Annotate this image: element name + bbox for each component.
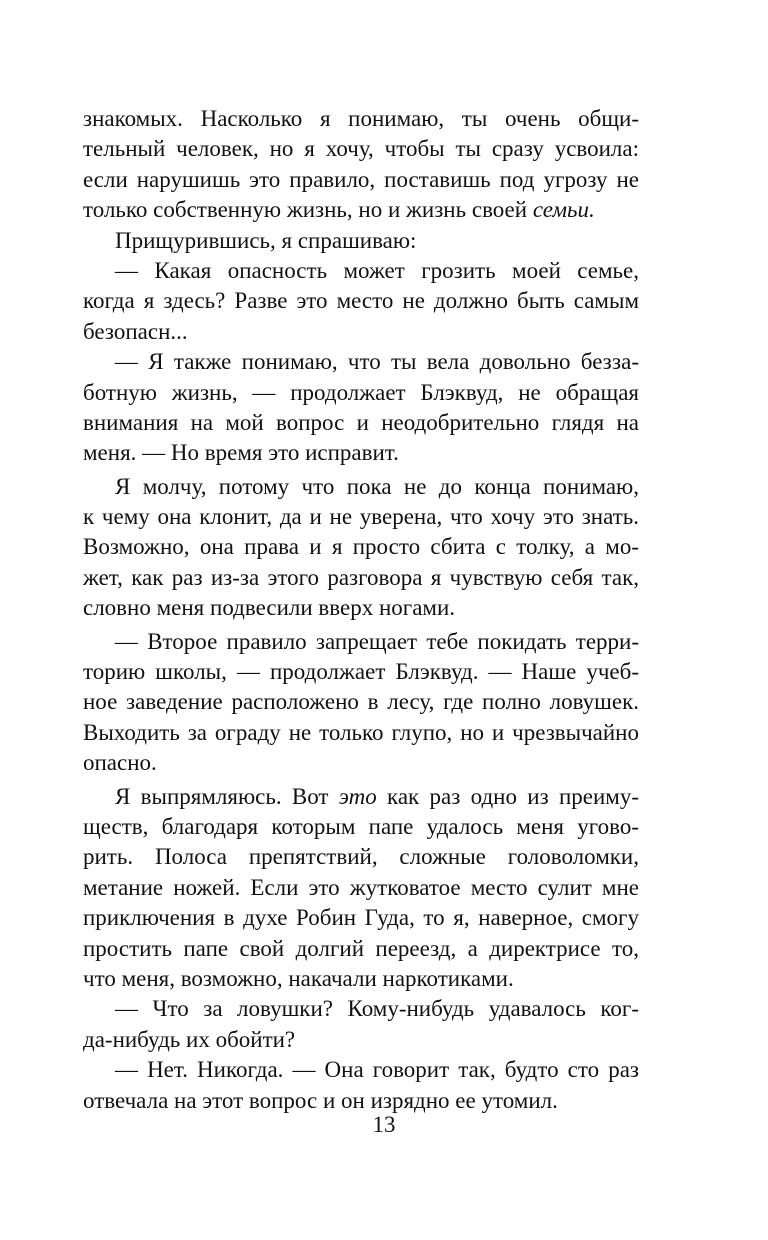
text-line: только собственную жизнь, но и жизнь своей семьи. (83, 197, 595, 223)
book-page-text (83, 104, 639, 1116)
text-line: — Второе правило запрещает тебе покидать терри- (115, 628, 639, 654)
text-line: отвечала на этот вопрос и он изрядно ее утомил. (83, 1087, 558, 1113)
italic-emphasis: это (338, 783, 377, 809)
text-line: меня. — Но время это исправит. (83, 440, 399, 466)
text-line: да-нибудь их обойти? (83, 1026, 296, 1052)
text-line: Возможно, она права и я просто сбита с толку, а мо- (83, 534, 639, 560)
text-line: опасно. (83, 750, 157, 776)
text-line: словно меня подвесили вверх ногами. (83, 595, 456, 621)
text-line: торию школы, — продолжает Блэквуд. — Наше учеб- (83, 659, 639, 685)
italic-emphasis: семьи. (532, 197, 595, 223)
text-line: — Нет. Никогда. — Она говорит так, будто сто раз (115, 1057, 639, 1083)
text-line: к чему она клонит, да и не уверена, что хочу это знать. (83, 504, 639, 530)
text-line: Выходить за ограду не только глупо, но и чрезвычайно (83, 719, 639, 745)
page-number: 13 (372, 1112, 396, 1137)
text-line: рить. Полоса препятствий, сложные головоломки, (83, 844, 639, 870)
text-line: — Какая опасность может грозить моей семье, (115, 257, 639, 283)
text-line: ществ, благодаря которым папе удалось меня угово- (83, 813, 639, 839)
text-line: ное заведение расположено в лесу, где полно ловушек. (83, 689, 639, 715)
text-line: Я выпрямляюсь. Вот это как раз одно из преиму- (115, 783, 639, 809)
text-line: жет, как раз из-за этого разговора я чувствую себя так, (83, 564, 639, 590)
text-line: ботную жизнь, — продолжает Блэквуд, не обращая (83, 379, 639, 405)
text-line: что меня, возможно, накачали наркотиками. (83, 965, 514, 991)
text-line: Я молчу, потому что пока не до конца понимаю, (115, 473, 639, 499)
text-line: безопасн... (83, 318, 188, 344)
text-line: — Я также понимаю, что ты вела довольно безза- (115, 349, 639, 375)
text-line: метание ножей. Если это жутковатое место сулит мне (83, 874, 639, 900)
text-line: знакомых. Насколько я понимаю, ты очень общи- (83, 106, 639, 131)
text-line: тельный человек, но я хочу, чтобы ты сразу усвоила: (83, 136, 639, 162)
text-line: внимания на мой вопрос и неодобрительно глядя на (83, 409, 639, 435)
text-line: простить папе свой долгий переезд, а директрисе то, (83, 935, 639, 961)
text-line: — Что за ловушки? Кому-нибудь удавалось ког- (115, 996, 639, 1022)
text-line: Прищурившись, я спрашиваю: (115, 227, 417, 253)
text-line: если нарушишь это правило, поставишь под угрозу не (83, 166, 639, 192)
text-line: приключения в духе Робин Гуда, то я, наверное, смогу (83, 905, 639, 931)
text-line: когда я здесь? Разве это место не должно быть самым (83, 288, 639, 314)
